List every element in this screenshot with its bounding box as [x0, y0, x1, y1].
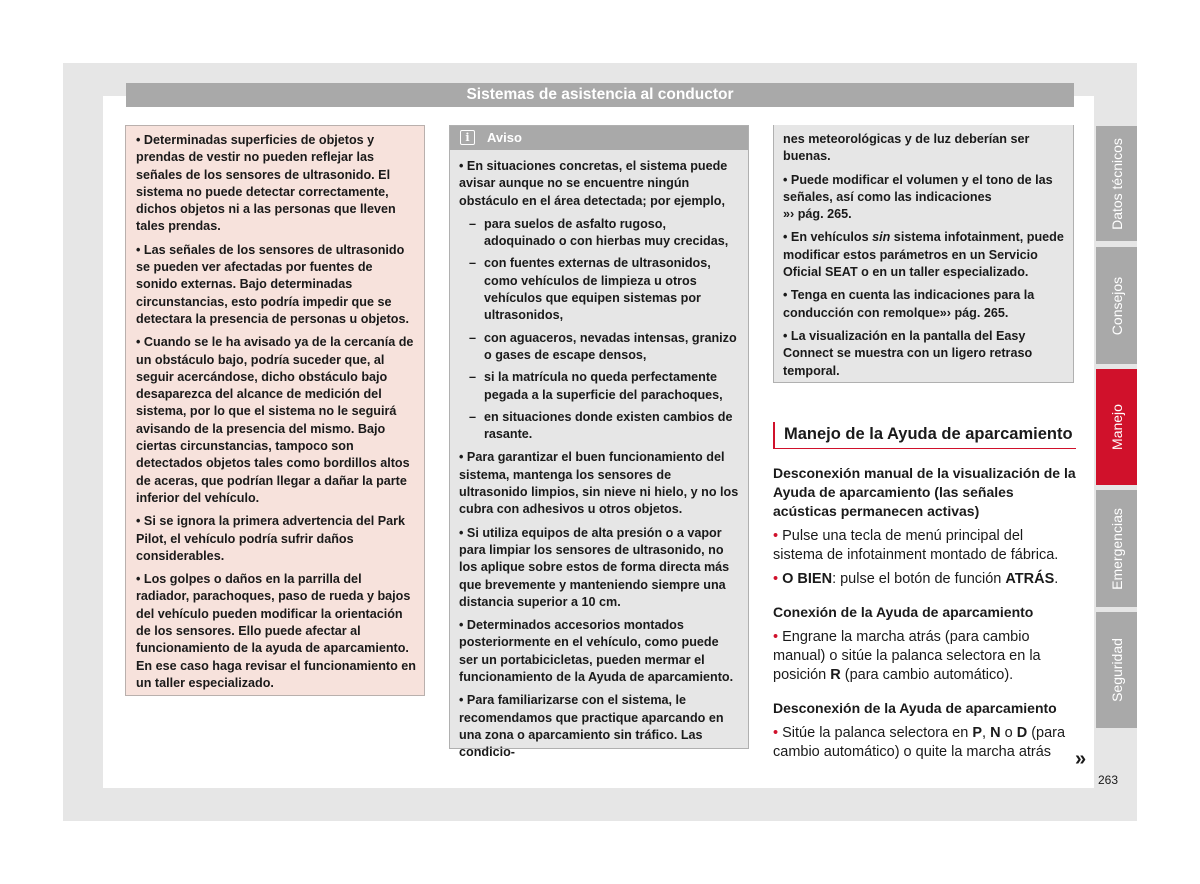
list-item: • Sitúe la palanca selectora en P, N o D (para cambio automático) o quite la marcha atrás: [773, 725, 1066, 760]
warning-paragraph: • Cuando se le ha avisado ya de la cercanía de un obstáculo bajo, podría suceder que, al seguir acercándose, dicho obstáculo bajo desaparezca del alcance de medición del sistema, por lo que el sistema no le seguirá avisando de la presencia del mismo. Bajo ciertas circunstancias, tampoco son detectados objetos tales como bordillos altos de aceras, que podrían llegar a dañar la parte inferior del vehículo.: [136, 335, 414, 505]
warning-box: [125, 125, 425, 696]
info-icon: i: [460, 130, 475, 145]
warning-paragraph: • Si se ignora la primera advertencia del Park Pilot, el vehículo podría sufrir daños considerables.: [136, 514, 406, 563]
warning-paragraph: • Las señales de los sensores de ultrasonido se pueden ver afectadas por fuentes de sonido externas. Bajo determinadas circunstancias, esto podría impedir que se detectara la presencia de personas u objetos.: [136, 242, 409, 326]
note-body: [450, 150, 748, 762]
note-title: Aviso: [487, 130, 522, 145]
note-intro: • En situaciones concretas, el sistema puede avisar aunque no se encuentre ningún obstáculo en el área detectada; por ejemplo,: [459, 159, 728, 208]
note-continuation-box: [773, 125, 1074, 383]
list-item: – si la matrícula no queda perfectamente pegada a la superficie del parachoques,: [459, 369, 740, 404]
note-paragraph: • Para garantizar el buen funcionamiento del sistema, mantenga los sensores de ultrasonido limpios, sin nieve ni hielo, y no los cubra con adhesivos u otros objetos.: [459, 450, 739, 517]
list-item: • Engrane la marcha atrás (para cambio manual) o sitúe la palanca selectora en la posición R (para cambio automático).: [773, 629, 1041, 683]
list-item: – con aguaceros, nevadas intensas, granizo o gases de escape densos,: [459, 330, 740, 365]
note-paragraph: • Para familiarizarse con el sistema, le recomendamos que practique aparcando en una zona o aparcamiento sin tráfico. Las condicio-: [459, 693, 724, 760]
warning-paragraph: • Determinadas superficies de objetos y prendas de vestir no pueden reflejar las señales de los sensores de ultrasonido. El sistema no puede detectar correctamente, dichos objetos ni a las personas que lleven tales prendas.: [136, 133, 396, 234]
note-paragraph: • En vehículos sin sistema infotainment, puede modificar estos parámetros en un Servicio Oficial SEAT o en un taller especializado.: [783, 230, 1064, 280]
note-paragraph: • Determinados accesorios montados posteriormente en el vehículo, como puede ser un portabicicletas, pueden mermar el funcionamiento de la Ayuda de aparcamiento.: [459, 618, 734, 685]
side-tab-manejo[interactable]: Manejo: [1096, 369, 1137, 485]
note-dash-list: [459, 216, 740, 444]
section-heading: Manejo de la Ayuda de aparcamiento: [773, 422, 1076, 449]
note-paragraph: • Tenga en cuenta las indicaciones para la conducción con remolque»› pág. 265.: [783, 288, 1035, 320]
section-header: Sistemas de asistencia al conductor: [126, 83, 1074, 107]
continue-arrow-icon: »: [1075, 748, 1087, 770]
side-tab-emergencias[interactable]: Emergencias: [1096, 490, 1137, 607]
list-item: – con fuentes externas de ultrasonidos, como vehículos de limpieza u otros vehículos que equipen sistemas por ultrasonidos,: [459, 255, 740, 324]
main-column: [773, 422, 1076, 767]
note-box: [449, 125, 749, 760]
side-tab-seguridad[interactable]: Seguridad: [1096, 612, 1137, 728]
subheading: Conexión de la Ayuda de aparcamiento: [773, 604, 1034, 620]
note-cont-lead: nes meteorológicas y de luz deberían ser buenas.: [783, 132, 1030, 164]
list-item: • Pulse una tecla de menú principal del sistema de infotainment montado de fábrica.: [773, 528, 1059, 563]
page-ref-link[interactable]: »› pág. 265: [783, 207, 849, 222]
list-item: • O BIEN: pulse el botón de función ATRÁS.: [773, 571, 1059, 587]
warning-paragraph: • Los golpes o daños en la parrilla del radiador, parachoques, paso de rueda y bajos del vehículo pueden modificar la orientación de los sensores. Ello puede afectar al funcionamiento de la ayuda de aparcamiento. En ese caso haga revisar el funcionamiento en un taller especializado.: [136, 572, 416, 690]
subheading: Desconexión de la Ayuda de aparcamiento: [773, 700, 1057, 716]
note-paragraph: • Si utiliza equipos de alta presión o a vapor para limpiar los sensores de ultrasonido, no los aplique sobre estos de forma directa más que brevemente y manteniendo siempre una distancia superior a 10 cm.: [459, 525, 730, 609]
list-item: – para suelos de asfalto rugoso, adoquinado o con hierbas muy crecidas,: [459, 216, 740, 251]
side-tab-datos-tecnicos[interactable]: Datos técnicos: [1096, 126, 1137, 241]
page-number: 263: [1098, 773, 1119, 787]
note-header: [450, 126, 748, 150]
note-paragraph: • Puede modificar el volumen y el tono de las señales, así como las indicaciones »› pág. 265.: [783, 172, 1053, 222]
page-ref-link[interactable]: »› pág. 265: [939, 305, 1005, 320]
side-tab-consejos[interactable]: Consejos: [1096, 247, 1137, 364]
note-paragraph: • La visualización en la pantalla del Easy Connect se muestra con un ligero retraso temporal.: [783, 328, 1033, 378]
subheading: Desconexión manual de la visualización de la Ayuda de aparcamiento (las señales acústicas permanecen activas): [773, 465, 1076, 519]
list-item: – en situaciones donde existen cambios de rasante.: [459, 409, 740, 444]
